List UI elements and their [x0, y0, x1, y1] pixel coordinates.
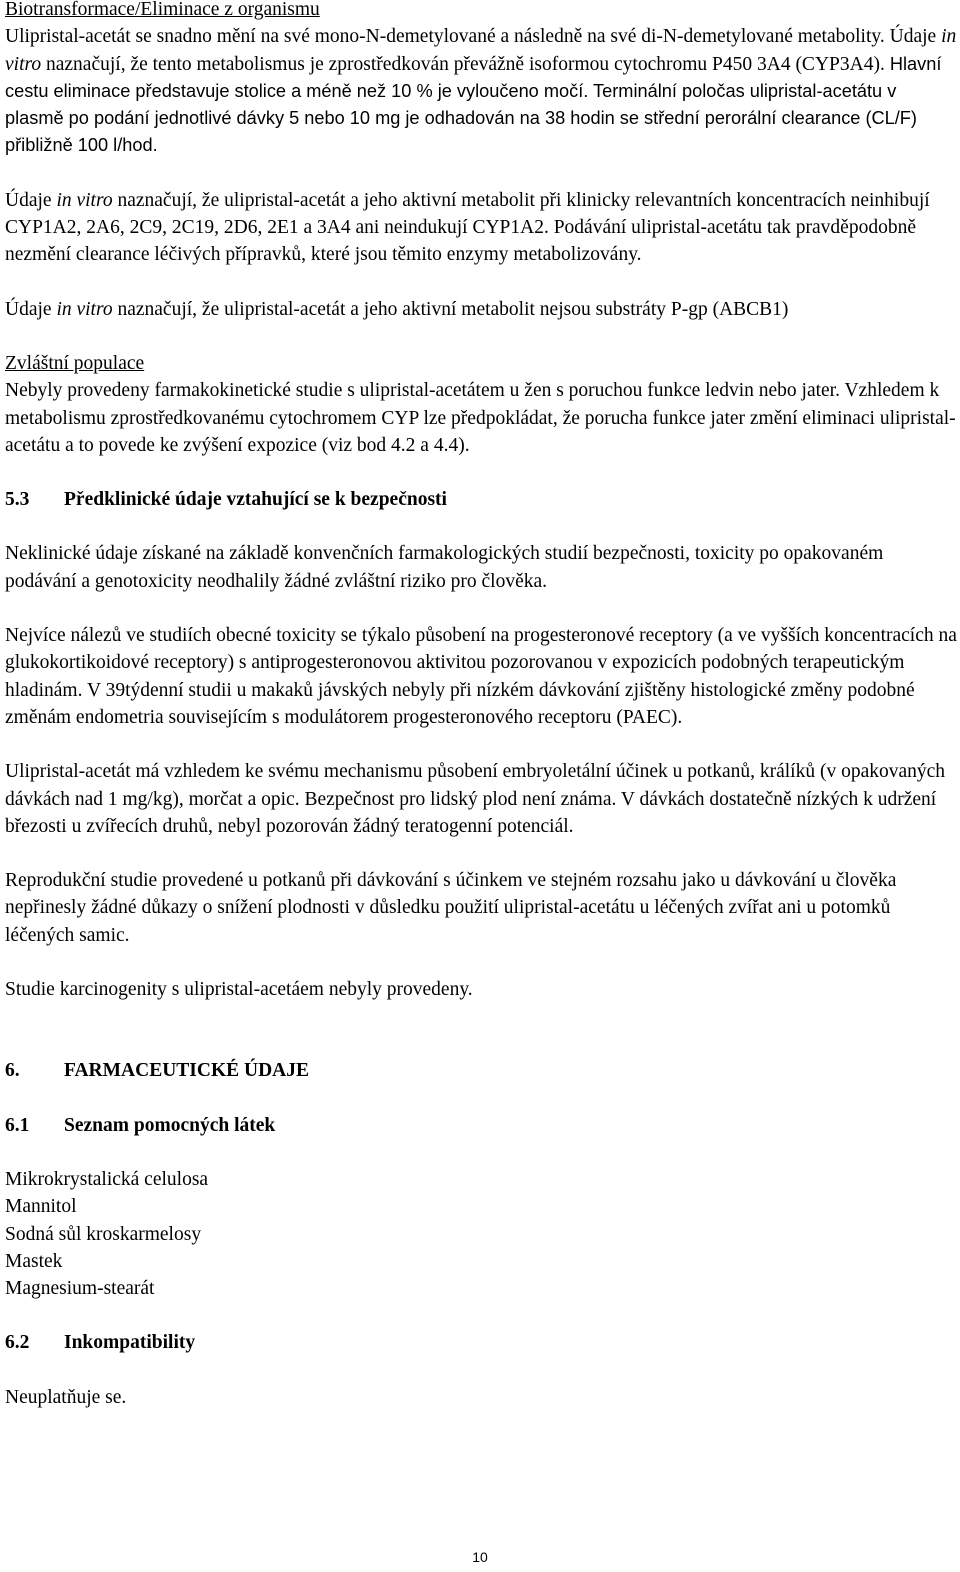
- special-populations-heading: Zvláštní populace: [5, 352, 145, 374]
- list-item: Mastek: [5, 1250, 63, 1272]
- preclinical-paragraph-4: Reprodukční studie provedené u potkanů při dávkování s účinkem ve stejném rozsahu jako u dávkování u člověka nepřinesly žádné důkazy o snížení plodnosti v důsledku použití ulipristal-acetátu u léčených zvířat ani u potomků léčených samic.: [5, 870, 897, 946]
- section-6-1-heading: [5, 1112, 957, 1139]
- biotransformation-paragraph-3: [5, 296, 957, 323]
- list-item: Mannitol: [5, 1196, 77, 1218]
- paragraph-text: Údaje: [5, 298, 57, 320]
- paragraph-text: Ulipristal-acetát se snadno mění na své mono-N-demetylované a následně na své di-N-demetylované metabolity. Údaje: [5, 26, 942, 48]
- biotransformation-paragraph-2: [5, 187, 957, 269]
- in-vitro-term: in vitro: [56, 189, 113, 211]
- paragraph-text-sans: Hlavní cestu eliminace představuje stolice a méně než 10 % je vyloučeno močí. Terminální poločas ulipristal-acetátu v plasmě po podání jednotlivé dávky 5 nebo 10 mg je odhadován na 38 hodin se střední perorální clearance (CL/F) přibližně 100 l/hod.: [5, 53, 942, 156]
- in-vitro-term: in vitro: [56, 298, 113, 320]
- preclinical-paragraph-3: Ulipristal-acetát má vzhledem ke svému mechanismu působení embryoletální účinek u potkanů, králíků (v opakovaných dávkách nad 1 mg/kg), morčat a opic. Bezpečnost pro lidský plod není známa. V dávkách dostatečně nízkých k udržení březosti u zvířecích druhů, nebyl pozorován žádný teratogenní potenciál.: [5, 761, 946, 837]
- paragraph-text: naznačují, že tento metabolismus je zprostředkován převážně isoformou cytochromu P450 3A4 (CYP3A4).: [41, 53, 885, 75]
- section-number: 6.2: [5, 1332, 30, 1354]
- section-title: Seznam pomocných látek: [64, 1114, 276, 1136]
- biotransformation-paragraph-1: [5, 23, 957, 159]
- preclinical-paragraph-5: Studie karcinogenity s ulipristal-acetáem nebyly provedeny.: [5, 979, 473, 1001]
- paragraph-text: Údaje: [5, 189, 57, 211]
- section-5-3-heading: [5, 486, 957, 513]
- biotransformation-heading: Biotransformace/Eliminace z organismu: [5, 0, 320, 20]
- section-6-2-heading: [5, 1329, 957, 1356]
- section-title: Inkompatibility: [64, 1332, 196, 1354]
- section-number: 6.: [5, 1060, 20, 1082]
- list-item: Mikrokrystalická celulosa: [5, 1168, 209, 1190]
- preclinical-paragraph-2: Nejvíce nálezů ve studiích obecné toxicity se týkalo působení na progesteronové receptory (a ve vyšších koncentracích na glukokortikoidové receptory) s antiprogesteronovou aktivitou pozorovanou v expozicích podobných terapeutickým hladinám. V 39týdenní studii u makaků jávských nebyly při nízkém dávkování zjištěny histologické změny podobné změnám endometria souvisejícím s modulátorem progesteronového receptoru (PAEC).: [5, 625, 957, 728]
- list-item: Sodná sůl kroskarmelosy: [5, 1223, 202, 1245]
- excipients-list: [5, 1166, 957, 1302]
- special-populations-paragraph: Nebyly provedeny farmakokinetické studie s ulipristal-acetátem u žen s poruchou funkce ledvin nebo jater. Vzhledem k metabolismu zprostředkovanému cytochromem CYP lze předpokládat, že porucha funkce jater změní eliminaci ulipristal-acetátu a to povede ke zvýšení expozice (viz bod 4.2 a 4.4).: [5, 380, 956, 456]
- paragraph-text: naznačují, že ulipristal-acetát a jeho aktivní metabolit nejsou substráty P-gp (ABCB1): [112, 298, 789, 320]
- in-vitro-term: in vitro: [5, 26, 957, 75]
- section-title: FARMACEUTICKÉ ÚDAJE: [64, 1060, 310, 1082]
- section-6-heading: [5, 1057, 957, 1084]
- document-page: [5, 0, 957, 1411]
- section-title: Předklinické údaje vztahující se k bezpečnosti: [64, 489, 447, 511]
- section-number: 5.3: [5, 489, 30, 511]
- incompatibilities-text: Neuplatňuje se.: [5, 1386, 127, 1408]
- section-number: 6.1: [5, 1114, 30, 1136]
- list-item: Magnesium-stearát: [5, 1278, 155, 1300]
- paragraph-text: naznačují, že ulipristal-acetát a jeho aktivní metabolit při klinicky relevantních koncentracích neinhibují CYP1A2, 2A6, 2C9, 2C19, 2D6, 2E1 a 3A4 ani neindukují CYP1A2. Podávání ulipristal-acetátu tak pravděpodobně nezmění clearance léčivých přípravků, které jsou těmito enzymy metabolizovány.: [5, 189, 930, 266]
- page-number: 10: [472, 1549, 488, 1565]
- preclinical-paragraph-1: Neklinické údaje získané na základě konvenčních farmakologických studií bezpečnosti, toxicity po opakovaném podávání a genotoxicity neodhalily žádné zvláštní riziko pro člověka.: [5, 543, 884, 592]
